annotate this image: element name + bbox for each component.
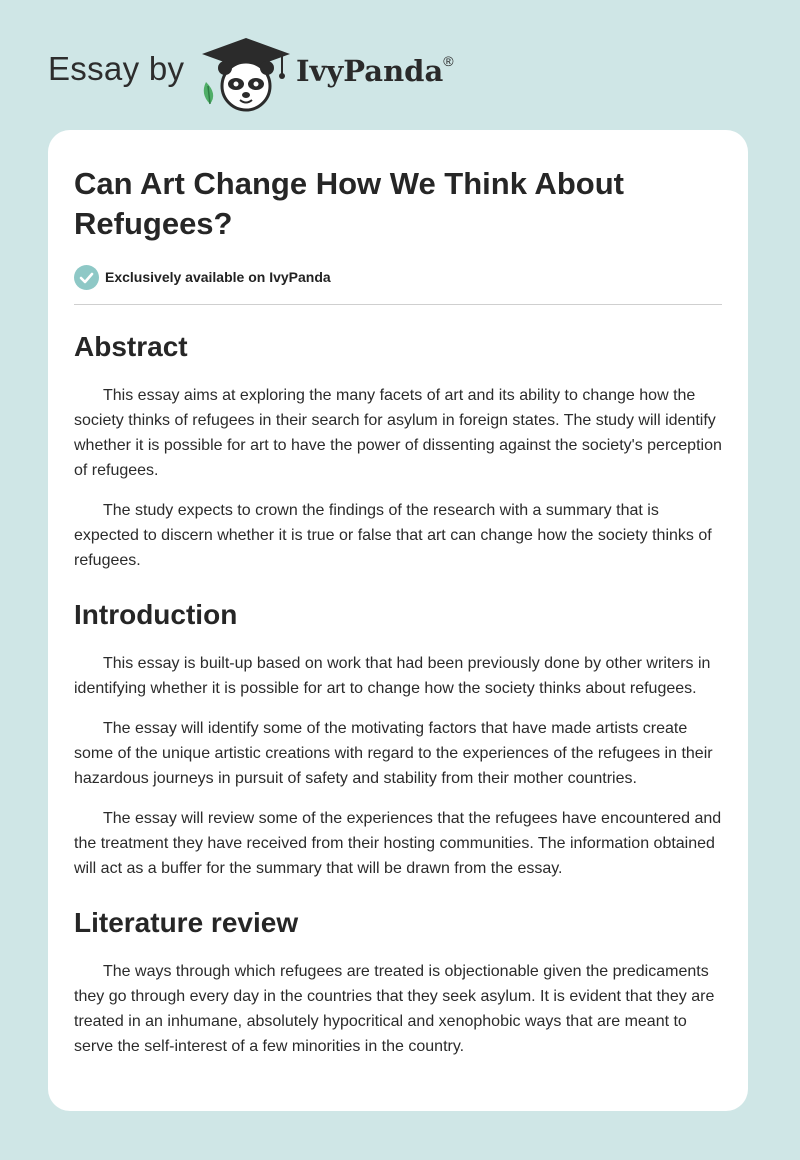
site-header: [48, 30, 508, 110]
exclusive-label: Exclusively available on IvyPanda: [105, 269, 331, 285]
panda-graduate-icon[interactable]: [198, 36, 294, 112]
check-circle-icon: [74, 265, 99, 290]
section-heading: Abstract: [74, 331, 188, 362]
section-introduction: [74, 597, 722, 881]
section-heading: Literature review: [74, 907, 299, 938]
section-heading: Introduction: [74, 599, 238, 630]
page-title: Can Art Change How We Think About Refugees?: [74, 166, 624, 241]
divider: [74, 304, 722, 305]
section-abstract: [74, 329, 722, 573]
brand-name-text: IvyPanda: [296, 54, 444, 88]
brand-name[interactable]: [296, 54, 454, 88]
section-literature-review: [74, 905, 722, 1059]
essay-by-label: Essay by: [48, 50, 185, 87]
paragraph: This essay is built-up based on work that had been previously done by other writers in identifying whether it is possible for art to change how the society thinks about refugees.: [74, 655, 711, 697]
paragraph: The essay will identify some of the motivating factors that have made artists create some of the unique artistic creations with regard to the experiences of the refugees in their hazardous journeys in pursuit of safety and stability from their mother countries.: [74, 720, 713, 787]
essay-card: [48, 130, 748, 1111]
paragraph: The essay will review some of the experiences that the refugees have encountered and the treatment they have received from their hosting communities. The information obtained will act as a buffer for the summary that will be drawn from the essay.: [74, 810, 722, 877]
paragraph: The study expects to crown the findings of the research with a summary that is expected to discern whether it is true or false that art can change how the society thinks of refugees.: [74, 502, 712, 569]
exclusive-badge: [74, 264, 722, 290]
paragraph: This essay aims at exploring the many facets of art and its ability to change how the society thinks of refugees in their search for asylum in foreign states. The study will identify whether it is possible for art to have the power of dissenting against the society's perception of refugees.: [74, 387, 722, 479]
registered-mark: ®: [443, 53, 454, 70]
paragraph: The ways through which refugees are treated is objectionable given the predicaments they go through every day in the countries that they seek asylum. It is evident that they are treated in an inhumane, absolutely hypocritical and xenophobic ways that are meant to serve the self-interest of a few minorities in the country.: [74, 963, 715, 1055]
